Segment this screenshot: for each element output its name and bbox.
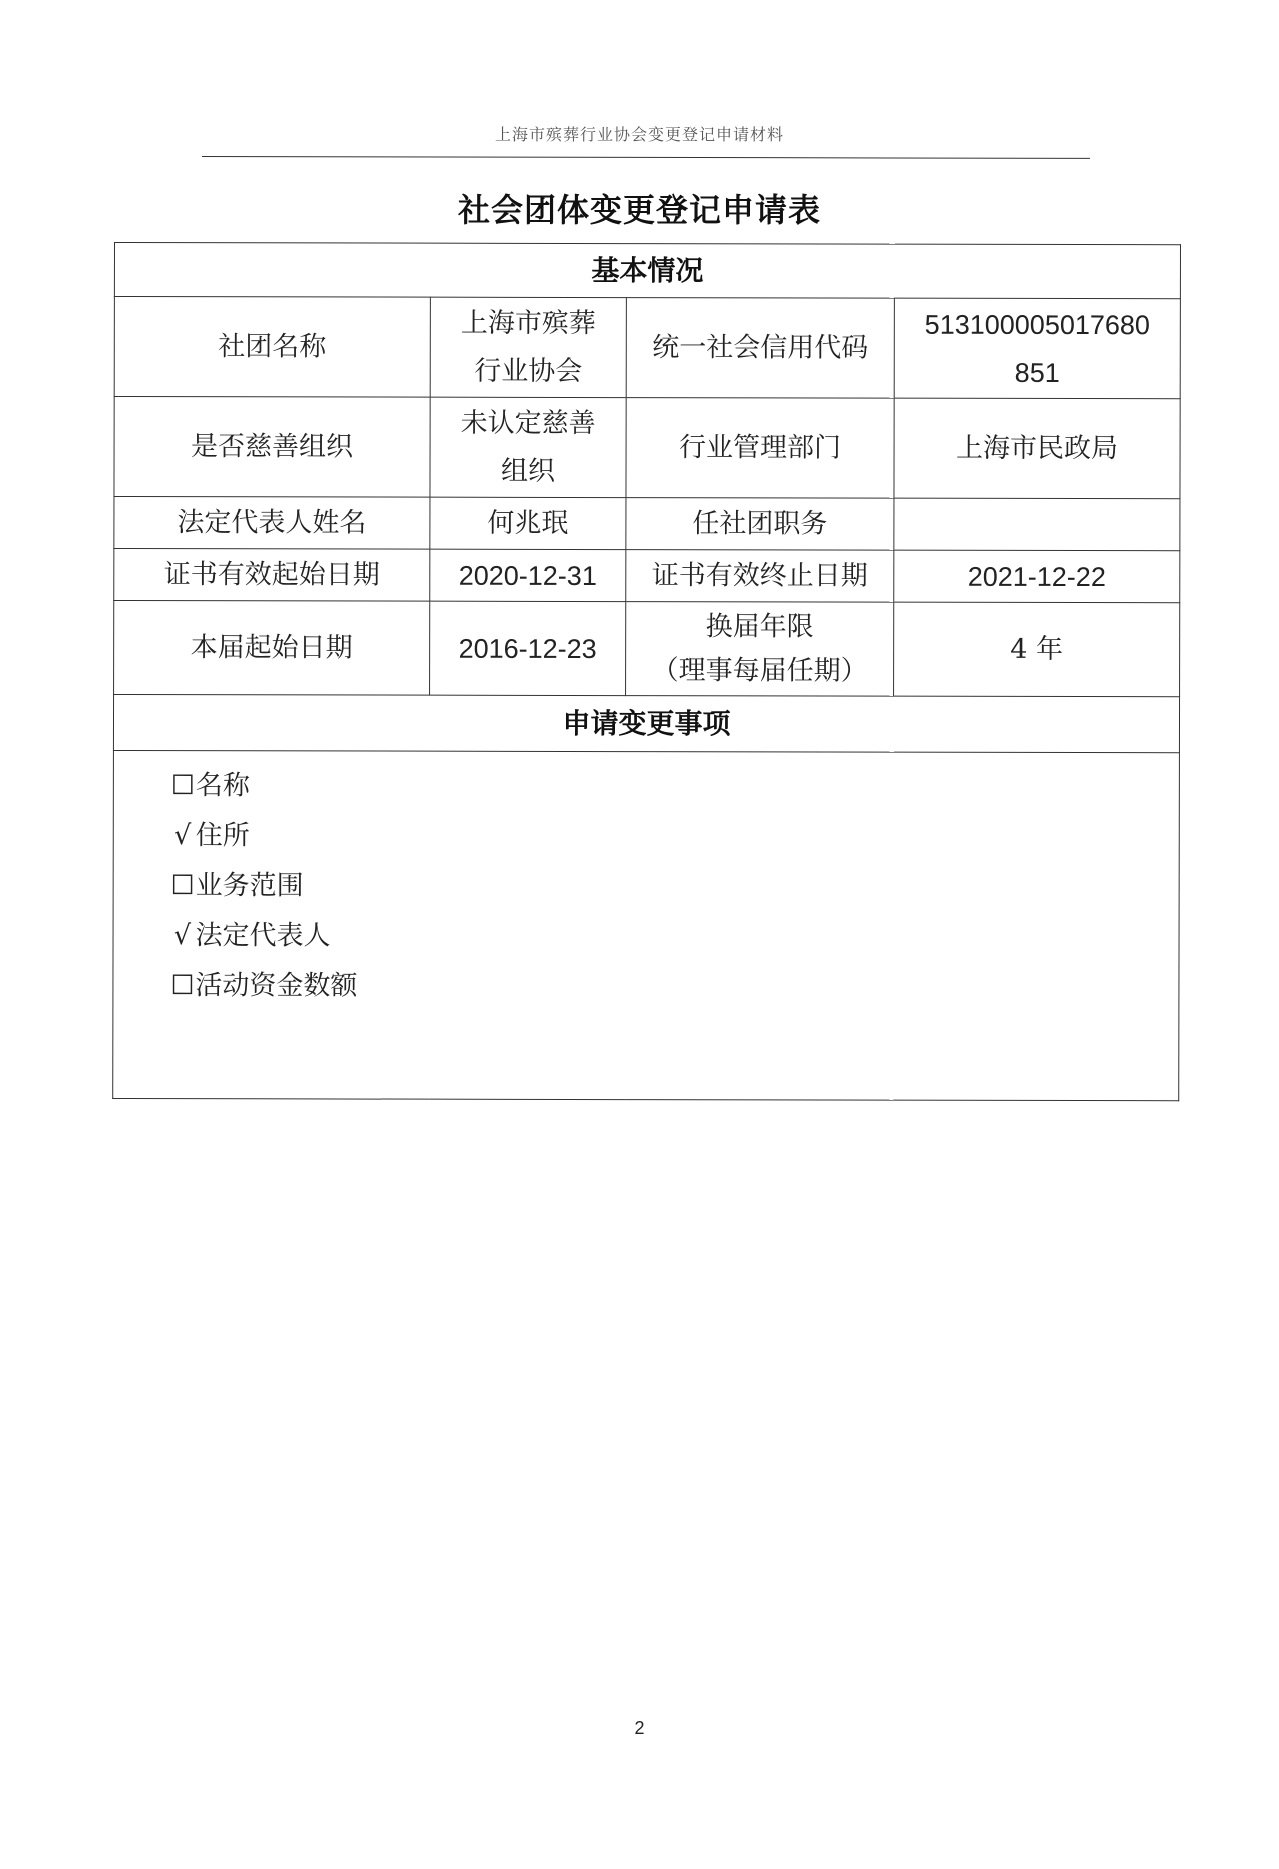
value-term-length: 4 年 (894, 602, 1180, 697)
change-item-address (170, 811, 1179, 863)
change-item-label: 住所 (195, 820, 250, 852)
section-heading-changes: 申请变更事项 (113, 695, 1179, 753)
check-mark-icon: √ (173, 920, 192, 952)
section-heading-basic: 基本情况 (114, 243, 1180, 299)
value-cert-end-date: 2021-12-22 (894, 550, 1180, 603)
change-item-legal-representative (169, 911, 1178, 963)
registration-form-table (112, 242, 1181, 1101)
change-item-activity-funds (169, 961, 1178, 1013)
change-item-label: 名称 (195, 770, 250, 802)
value-org-name: 上海市殡葬 行业协会 (430, 297, 626, 397)
value-term-start-date: 2016-12-23 (430, 601, 626, 695)
check-mark-icon: √ (174, 820, 192, 852)
change-item-label: 法定代表人 (195, 920, 331, 952)
value-position (894, 498, 1180, 551)
change-items-list (113, 750, 1180, 1100)
label-term-length: 换届年限 （理事每届任期） (626, 602, 894, 697)
checkbox-empty-icon: ☐ (170, 870, 195, 902)
label-charity-status: 是否慈善组织 (114, 397, 430, 498)
checkbox-empty-icon: ☐ (170, 770, 196, 802)
checkbox-empty-icon: ☐ (170, 970, 195, 1002)
value-legal-representative: 何兆珉 (430, 497, 626, 549)
label-position: 任社团职务 (626, 498, 894, 551)
label-credit-code: 统一社会信用代码 (626, 298, 894, 399)
change-item-name (170, 761, 1179, 813)
value-industry-department: 上海市民政局 (894, 398, 1180, 499)
header-rule (202, 156, 1090, 159)
label-org-name: 社团名称 (114, 297, 430, 398)
value-credit-code: 513100005017680 851 (894, 298, 1180, 399)
value-cert-start-date: 2020-12-31 (430, 549, 626, 601)
label-cert-start-date: 证书有效起始日期 (114, 549, 430, 602)
change-item-business-scope (170, 861, 1179, 913)
value-charity-status: 未认定慈善 组织 (430, 397, 626, 497)
change-item-label: 业务范围 (195, 870, 304, 902)
running-header: 上海市殡葬行业协会变更登记申请材料 (494, 125, 784, 144)
label-term-start-date: 本届起始日期 (114, 601, 430, 696)
label-legal-representative: 法定代表人姓名 (114, 497, 430, 550)
label-cert-end-date: 证书有效终止日期 (626, 550, 894, 603)
document-title: 社会团体变更登记申请表 (457, 191, 821, 229)
label-industry-department: 行业管理部门 (626, 398, 894, 499)
change-item-label: 活动资金数额 (195, 970, 358, 1002)
page-number: 2 (634, 1718, 645, 1738)
